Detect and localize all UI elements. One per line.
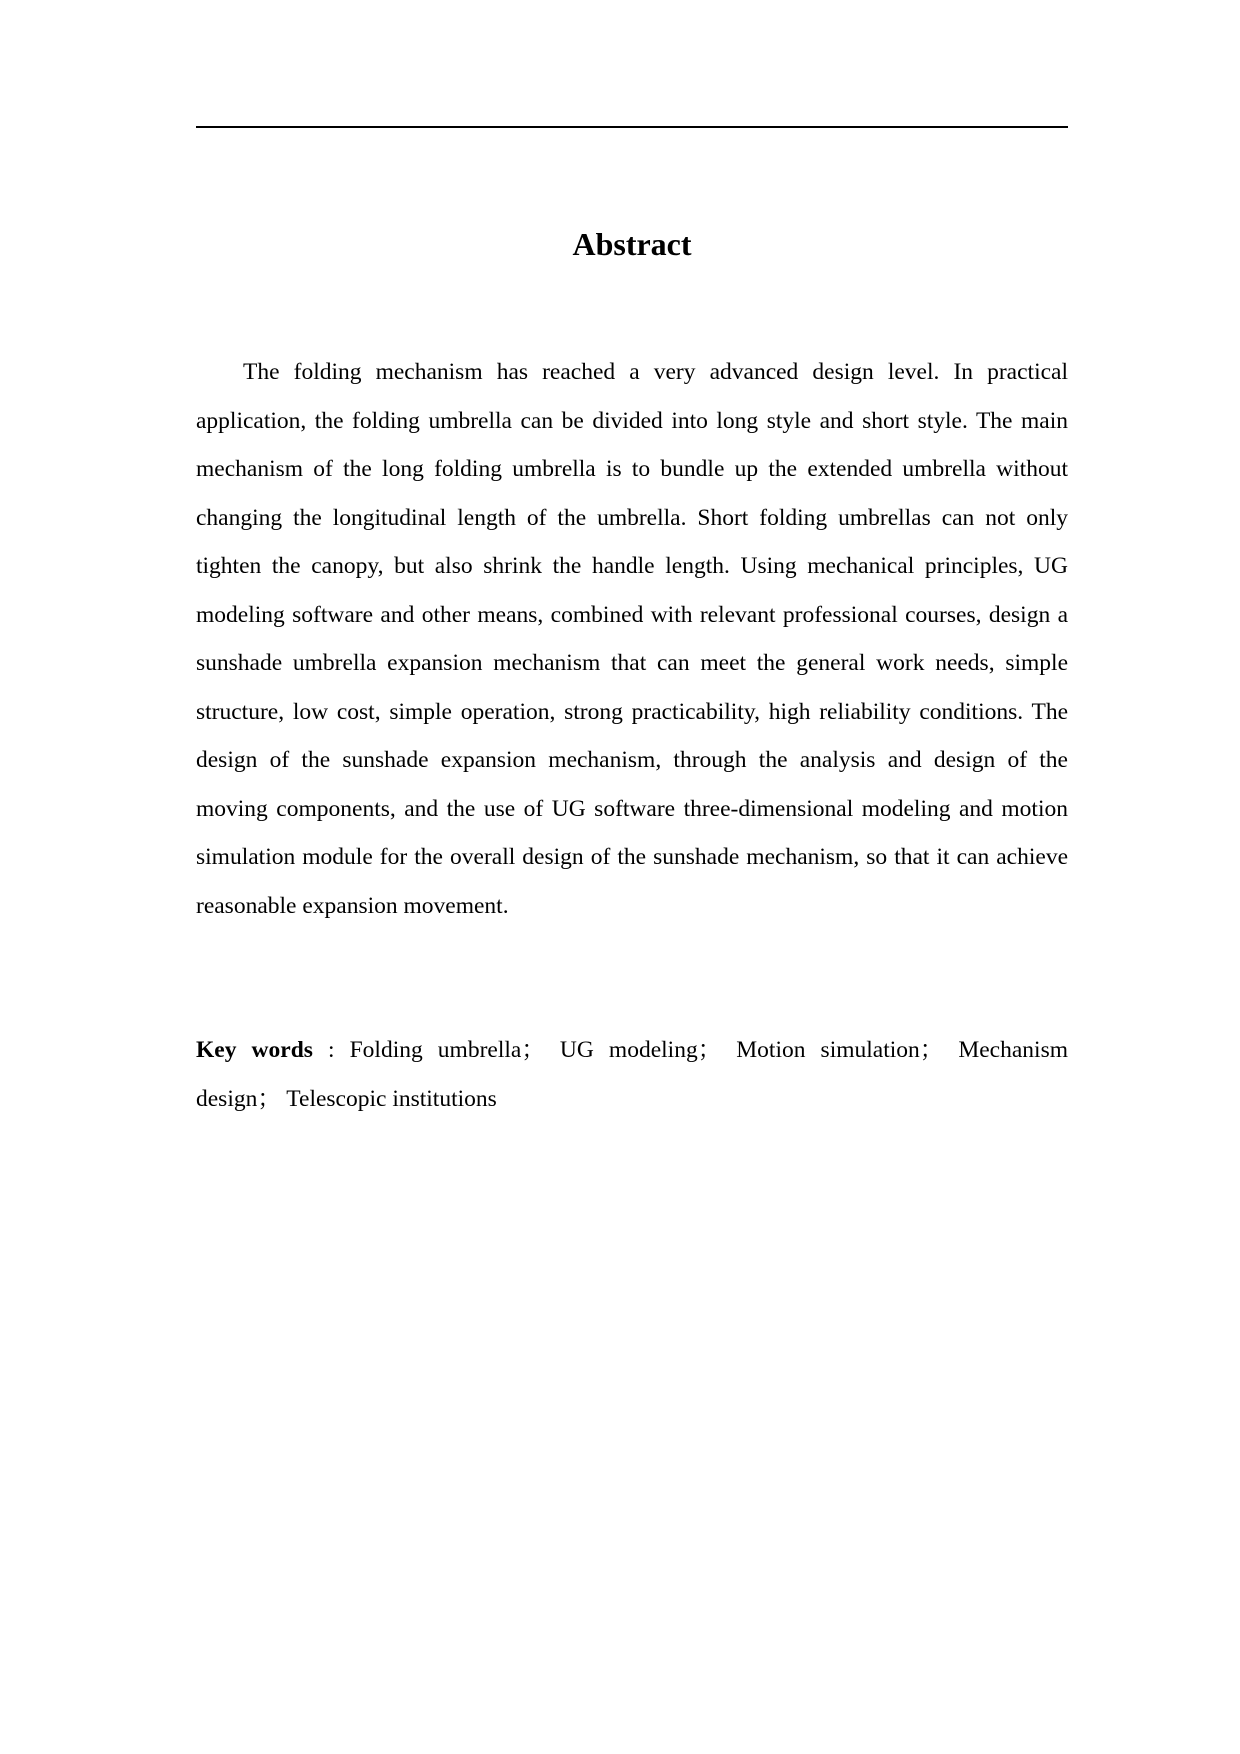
- abstract-title: Abstract: [572, 226, 692, 262]
- abstract-body: The folding mechanism has reached a very advanced design level. In practical application, the folding umbrella can be divided into long style and short style. The main mechanism of the long folding umbrella is to bundle up the extended umbrella without changing the longitudinal length of the umbrella. Short folding umbrellas can not only tighten the canopy, but also shrink the handle length. Using mechanical principles, UG modeling software and other means, combined with relevant professional courses, design a sunshade umbrella expansion mechanism that can meet the general work needs, simple structure, low cost, simple operation, strong practicability, high reliability conditions. The design of the sunshade expansion mechanism, through the analysis and design of the moving components, and the use of UG software three-dimensional modeling and motion simulation module for the overall design of the sunshade mechanism, so that it can achieve reasonable expansion movement.: [196, 359, 1068, 919]
- keywords-paragraph: [196, 1026, 1068, 1123]
- keywords-label: Key words: [196, 1037, 313, 1063]
- header-rule: [196, 126, 1068, 128]
- keywords-separator: :: [312, 1037, 350, 1063]
- keywords-text: Folding umbrella； UG modeling； Motion simulation； Mechanism design； Telescopic institutions: [196, 1037, 1068, 1112]
